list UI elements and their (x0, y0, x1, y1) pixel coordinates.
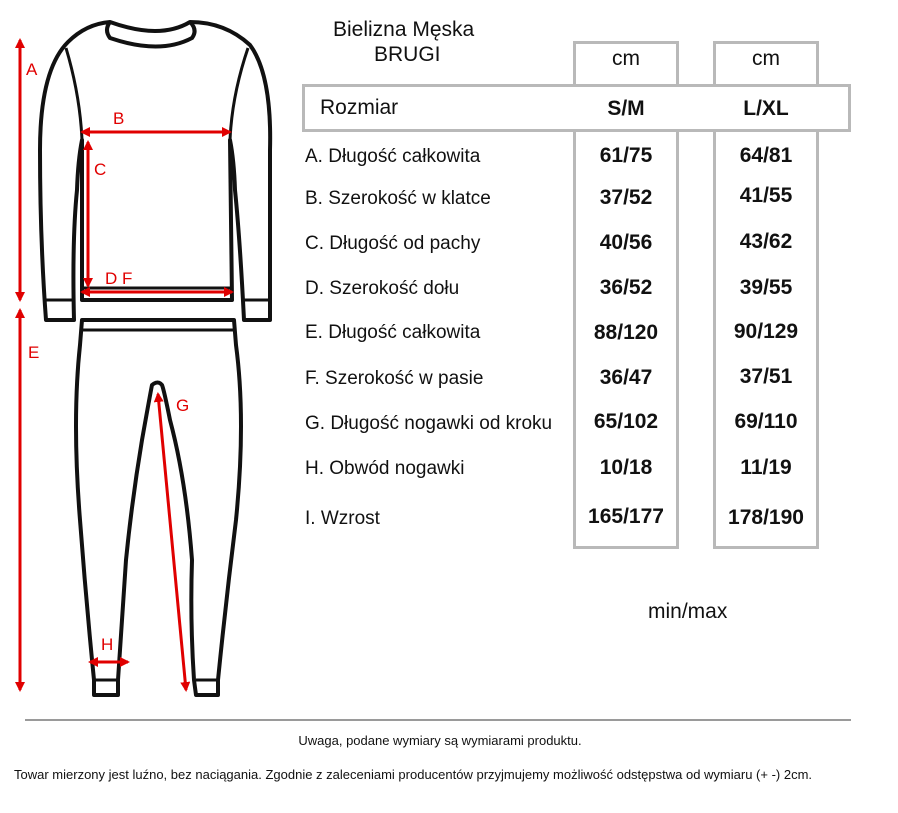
row-value-sm: 37/52 (599, 186, 653, 209)
garment-diagram (0, 0, 290, 710)
row-value-lxl: 37/51 (739, 365, 793, 388)
note-line1: Uwaga, podane wymiary są wymiarami produktu. (298, 733, 582, 748)
row-value-sm: 65/102 (593, 410, 659, 433)
row-label: D. Szerokość dołu (305, 278, 460, 299)
label-h: H (101, 635, 114, 654)
label-df: D F (105, 269, 133, 288)
note-line2: Towar mierzony jest luźno, bez naciągania. Zgodnie z zaleceniami producentów przyjmujemy możliwość odstępstwa od wymiaru (+ -) 2cm. (14, 767, 813, 782)
product-title (333, 17, 533, 67)
unit-label-lxl: cm (752, 47, 780, 70)
row-value-lxl: 39/55 (739, 276, 793, 299)
unit-label-sm: cm (612, 47, 640, 70)
row-value-lxl: 90/129 (733, 320, 799, 343)
row-value-lxl: 178/190 (728, 506, 804, 529)
row-label: G. Długość nogawki od kroku (305, 413, 553, 434)
label-a: A (26, 60, 38, 79)
shirt-outline (40, 22, 270, 320)
row-value-sm: 61/75 (599, 144, 653, 167)
row-value-lxl: 41/55 (739, 184, 793, 207)
product-title-line2: BRUGI (374, 43, 441, 66)
label-b: B (113, 109, 125, 128)
row-label: E. Długość całkowita (305, 322, 481, 343)
row-value-sm: 10/18 (599, 456, 653, 479)
row-label: A. Długość całkowita (305, 146, 481, 167)
row-value-sm: 36/52 (599, 276, 653, 299)
row-value-sm: 165/177 (588, 505, 664, 528)
row-value-lxl: 69/110 (734, 410, 798, 433)
footer-divider (25, 719, 851, 721)
row-value-sm: 88/120 (593, 321, 659, 344)
row-value-lxl: 43/62 (739, 230, 793, 253)
row-label: C. Długość od pachy (305, 233, 481, 254)
row-label: I. Wzrost (305, 508, 380, 529)
row-label: B. Szerokość w klatce (305, 188, 491, 209)
row-value-sm: 40/56 (599, 231, 653, 254)
row-value-sm: 36/47 (599, 366, 653, 389)
size-header-label: Rozmiar (320, 96, 399, 119)
row-label: H. Obwód nogawki (305, 458, 465, 479)
row-value-lxl: 64/81 (739, 144, 793, 167)
row-value-lxl: 11/19 (740, 456, 792, 479)
size-header-lxl: L/XL (743, 97, 789, 120)
label-g: G (176, 396, 190, 415)
product-title-line1: Bielizna Męska (333, 18, 475, 41)
label-e: E (28, 343, 40, 362)
row-label: F. Szerokość w pasie (305, 368, 484, 389)
minmax-note: min/max (648, 600, 728, 623)
label-c: C (94, 160, 107, 179)
size-header-sm: S/M (607, 97, 645, 120)
